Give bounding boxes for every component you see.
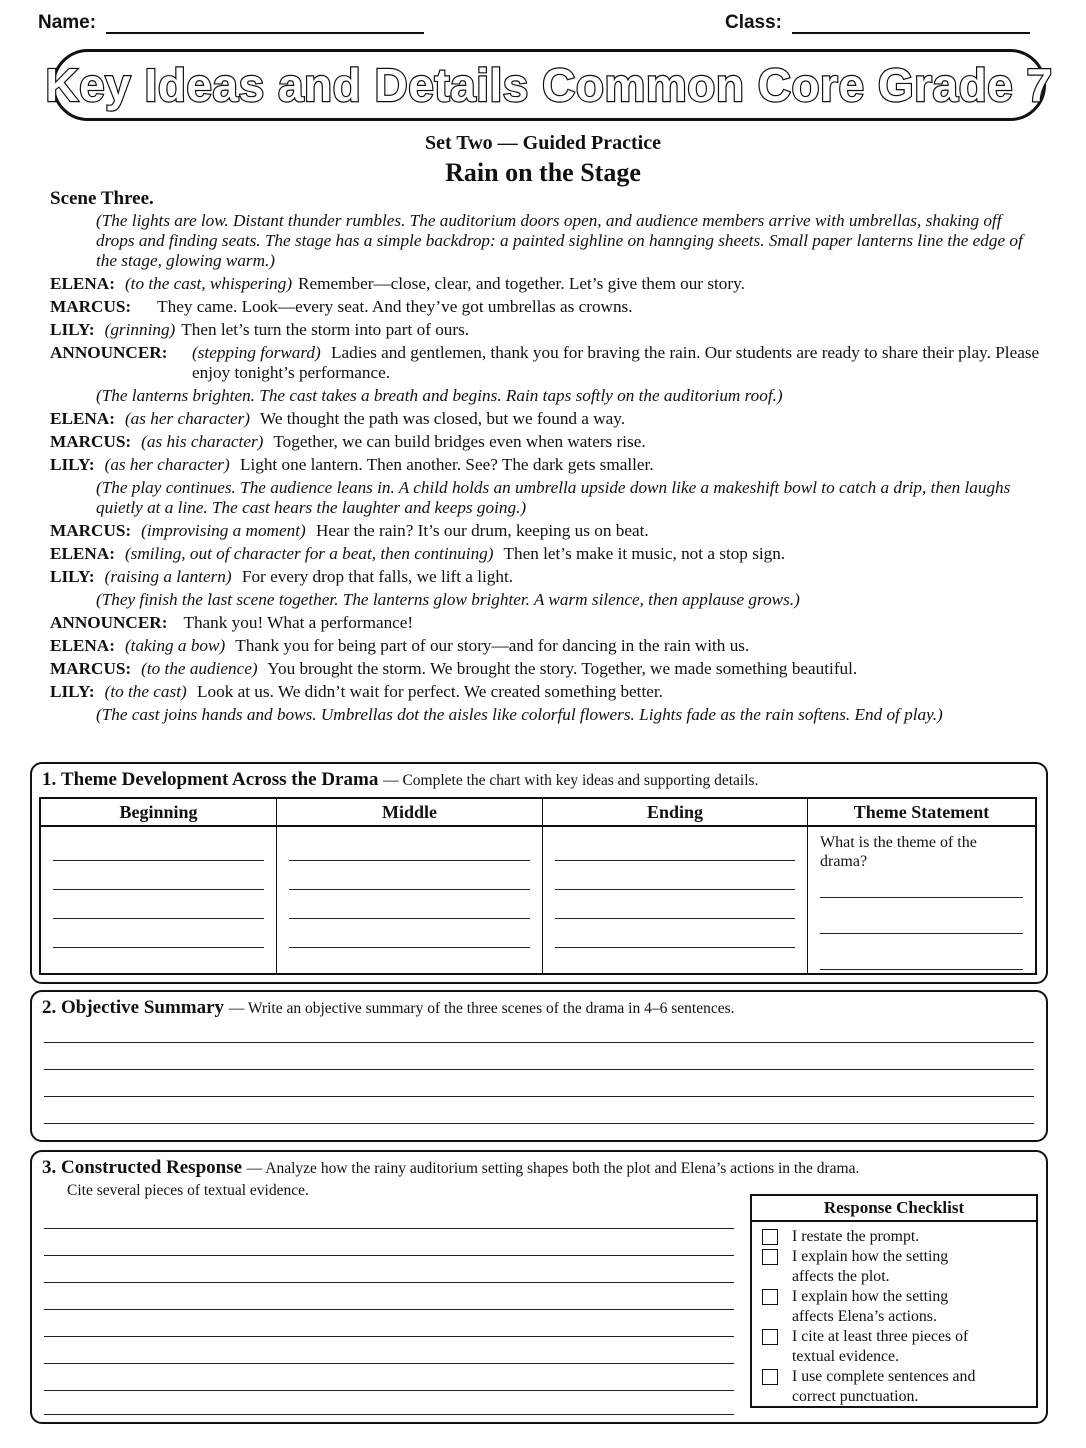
write-line[interactable] xyxy=(44,1414,734,1415)
section-1-number: 1. xyxy=(42,769,57,790)
dialogue-line xyxy=(50,432,1040,452)
dialogue-text: We thought the path was closed, but we found a way. xyxy=(260,409,626,428)
class-label: Class: xyxy=(724,12,782,33)
write-line[interactable] xyxy=(555,889,795,890)
checkbox[interactable] xyxy=(762,1329,778,1345)
write-line[interactable] xyxy=(53,889,264,890)
direction: (to the audience) xyxy=(141,659,258,678)
speaker: LILY: xyxy=(50,455,95,474)
write-line[interactable] xyxy=(555,918,795,919)
worksheet-title: Key Ideas and Details Common Core Grade 7 xyxy=(45,59,1053,111)
response-checklist xyxy=(750,1194,1038,1408)
column-header-middle: Middle xyxy=(277,799,543,827)
dialogue-line xyxy=(50,613,1040,633)
write-line[interactable] xyxy=(820,897,1023,898)
section-1-heading xyxy=(42,769,1036,792)
speaker: LILY: xyxy=(50,567,95,586)
checklist-item[interactable] xyxy=(762,1287,1028,1326)
speaker: MARCUS: xyxy=(50,521,132,540)
drama-script xyxy=(50,188,1040,728)
write-line[interactable] xyxy=(44,1390,734,1391)
write-line[interactable] xyxy=(44,1282,734,1283)
speaker: ELENA: xyxy=(50,544,115,563)
name-blank[interactable] xyxy=(106,12,424,34)
dialogue-text: Together, we can build bridges even when waters rise. xyxy=(273,432,646,451)
speaker: ELENA: xyxy=(50,274,115,293)
dialogue-line xyxy=(50,636,1040,656)
speaker: ELENA: xyxy=(50,636,115,655)
section-3-number: 3. xyxy=(42,1157,57,1178)
name-label: Name: xyxy=(38,12,97,33)
dialogue-text: Hear the rain? It’s our drum, keeping us on beat. xyxy=(315,521,649,540)
dialogue-line xyxy=(50,659,1040,679)
section-2-instruction: — Write an objective summary of the three scenes of the drama in 4–6 sentences. xyxy=(228,1000,735,1017)
dialogue-line xyxy=(50,521,1040,541)
direction: (as his character) xyxy=(141,432,264,451)
objective-summary-section xyxy=(30,990,1048,1142)
section-3-instruction: — Analyze how the rainy auditorium setting shapes both the plot and Elena’s actions in the drama. xyxy=(246,1160,860,1177)
write-line[interactable] xyxy=(44,1228,734,1229)
dialogue-line xyxy=(50,320,1040,340)
write-line[interactable] xyxy=(44,1309,734,1310)
dialogue-line xyxy=(50,297,1040,317)
speaker: LILY: xyxy=(50,320,95,339)
class-blank[interactable] xyxy=(792,12,1030,34)
dialogue-text: Then let’s turn the storm into part of ours. xyxy=(181,320,470,339)
dialogue-text: Look at us. We didn’t wait for perfect. We created something better. xyxy=(197,682,663,701)
dialogue-text: Thank you for being part of our story—and for dancing in the rain with us. xyxy=(235,636,750,655)
write-line[interactable] xyxy=(289,947,530,948)
speaker: MARCUS: xyxy=(50,659,132,678)
dialogue-text: Light one lantern. Then another. See? The dark gets smaller. xyxy=(239,455,654,474)
middle-cell[interactable] xyxy=(277,827,543,973)
beginning-cell[interactable] xyxy=(41,827,277,973)
write-line[interactable] xyxy=(53,947,264,948)
write-line[interactable] xyxy=(44,1069,1034,1070)
checklist-item-label: I explain how the setting affects Elena’s actions. xyxy=(792,1288,949,1325)
direction: (raising a lantern) xyxy=(104,567,232,586)
checklist-item[interactable] xyxy=(762,1327,1028,1366)
checklist-item[interactable] xyxy=(762,1367,1028,1406)
stage-direction: (The play continues. The audience leans in. A child holds an umbrella upside down like a makeshift bowl to catch a drip, then laughs quietly at a line. The cast hears the laughter and keeps going.) xyxy=(96,478,1011,517)
section-1-instruction: — Complete the chart with key ideas and supporting details. xyxy=(383,772,759,789)
checklist-item-label: I use complete sentences and correct punctuation. xyxy=(792,1368,976,1405)
section-2-heading xyxy=(42,997,1036,1020)
write-line[interactable] xyxy=(53,860,264,861)
header xyxy=(38,12,1030,38)
play-title: Rain on the Stage xyxy=(445,158,641,187)
write-line[interactable] xyxy=(44,1096,1034,1097)
dialogue-text: Thank you! What a performance! xyxy=(183,613,414,632)
dialogue-line xyxy=(50,544,1040,564)
write-line[interactable] xyxy=(820,933,1023,934)
direction: (to the cast, whispering) xyxy=(124,274,293,293)
write-line[interactable] xyxy=(44,1123,1034,1124)
direction: (taking a bow) xyxy=(124,636,226,655)
stage-direction: (The lanterns brighten. The cast takes a breath and begins. Rain taps softly on the auditorium roof.) xyxy=(96,386,783,405)
dialogue-line xyxy=(50,343,1040,383)
speaker: MARCUS: xyxy=(50,297,132,316)
stage-direction: (The lights are low. Distant thunder rumbles. The auditorium doors open, and audience members arrive with umbrellas, shaking off drops and finding seats. The stage has a simple backdrop: a painted sighline on hannging sheets. Small paper lanterns line the edge of the stage, glowing warm.) xyxy=(96,211,1023,270)
direction: (as her character) xyxy=(124,409,251,428)
title-banner xyxy=(45,49,1053,121)
dialogue-line xyxy=(50,409,1040,429)
stage-direction: (The cast joins hands and bows. Umbrellas dot the aisles like colorful flowers. Lights fade as the rain softens. End of play.) xyxy=(96,705,943,724)
direction: (as her character) xyxy=(104,455,230,474)
class-field[interactable] xyxy=(725,12,1030,34)
ending-cell[interactable] xyxy=(543,827,808,973)
theme-chart xyxy=(39,797,1037,975)
column-header-beginning: Beginning xyxy=(41,799,277,827)
dialogue-text: Then let’s make it music, not a stop sign. xyxy=(503,544,786,563)
write-line[interactable] xyxy=(555,860,795,861)
checklist-item-label: I explain how the setting affects the plot. xyxy=(792,1248,949,1285)
write-line[interactable] xyxy=(53,918,264,919)
speaker: ANNOUNCER: xyxy=(50,613,168,632)
checkbox[interactable] xyxy=(762,1229,778,1245)
dialogue-text: Remember—close, clear, and together. Let’s give them our story. xyxy=(298,274,745,293)
direction: (smiling, out of character for a beat, then continuing) xyxy=(124,544,494,563)
dialogue-text: You brought the storm. We brought the story. Together, we made something beautiful. xyxy=(267,659,858,678)
set-subtitle: Set Two — Guided Practice xyxy=(425,132,661,154)
speaker: MARCUS: xyxy=(50,432,132,451)
checkbox[interactable] xyxy=(762,1369,778,1385)
theme-question: What is the theme of the drama? xyxy=(820,834,977,870)
dialogue-text: Ladies and gentlemen, thank you for braving the rain. Our students are ready to share their play. Please enjoy tonight’s performance. xyxy=(192,343,1040,382)
direction: (stepping forward) xyxy=(192,343,321,362)
write-line[interactable] xyxy=(289,918,530,919)
section-1-title: Theme Development Across the Drama xyxy=(61,769,379,790)
section-2-title: Objective Summary xyxy=(61,997,225,1018)
dialogue-text: They came. Look—every seat. And they’ve got umbrellas as crowns. xyxy=(157,297,633,316)
checklist-item[interactable] xyxy=(762,1227,1028,1247)
column-header-ending: Ending xyxy=(543,799,808,827)
theme-development-section xyxy=(30,762,1048,984)
section-3-instruction-cont: Cite several pieces of textual evidence. xyxy=(67,1182,309,1199)
section-3-title: Constructed Response xyxy=(61,1157,243,1178)
checklist-item-label: I restate the prompt. xyxy=(792,1228,920,1245)
write-line[interactable] xyxy=(44,1042,1034,1043)
checkbox[interactable] xyxy=(762,1289,778,1305)
dialogue-line xyxy=(50,567,1040,587)
speaker: LILY: xyxy=(50,682,95,701)
checklist-item[interactable] xyxy=(762,1247,1028,1286)
speaker: ELENA: xyxy=(50,409,115,428)
direction: (grinning) xyxy=(104,320,176,339)
write-line[interactable] xyxy=(555,947,795,948)
section-2-number: 2. xyxy=(42,997,57,1018)
constructed-response-section xyxy=(30,1150,1048,1424)
write-line[interactable] xyxy=(289,889,530,890)
dialogue-line xyxy=(50,682,1040,702)
checklist-item-label: I cite at least three pieces of textual evidence. xyxy=(792,1328,969,1365)
stage-direction: (They finish the last scene together. The lanterns glow brighter. A warm silence, then applause grows.) xyxy=(96,590,800,609)
write-line[interactable] xyxy=(820,969,1023,970)
dialogue-line xyxy=(50,455,1040,475)
theme-statement-cell[interactable] xyxy=(808,827,1035,973)
write-line[interactable] xyxy=(44,1363,734,1364)
direction: (improvising a moment) xyxy=(141,521,306,540)
write-line[interactable] xyxy=(44,1336,734,1337)
direction: (to the cast) xyxy=(104,682,187,701)
speaker: ANNOUNCER: xyxy=(50,343,168,362)
name-field[interactable] xyxy=(38,12,424,34)
checkbox[interactable] xyxy=(762,1249,778,1265)
dialogue-line xyxy=(50,274,1040,294)
checklist-title: Response Checklist xyxy=(752,1196,1036,1222)
scene-heading: Scene Three. xyxy=(50,188,154,209)
write-line[interactable] xyxy=(289,860,530,861)
write-line[interactable] xyxy=(44,1255,734,1256)
dialogue-text: For every drop that falls, we lift a light. xyxy=(241,567,514,586)
column-header-theme-statement: Theme Statement xyxy=(808,799,1035,827)
